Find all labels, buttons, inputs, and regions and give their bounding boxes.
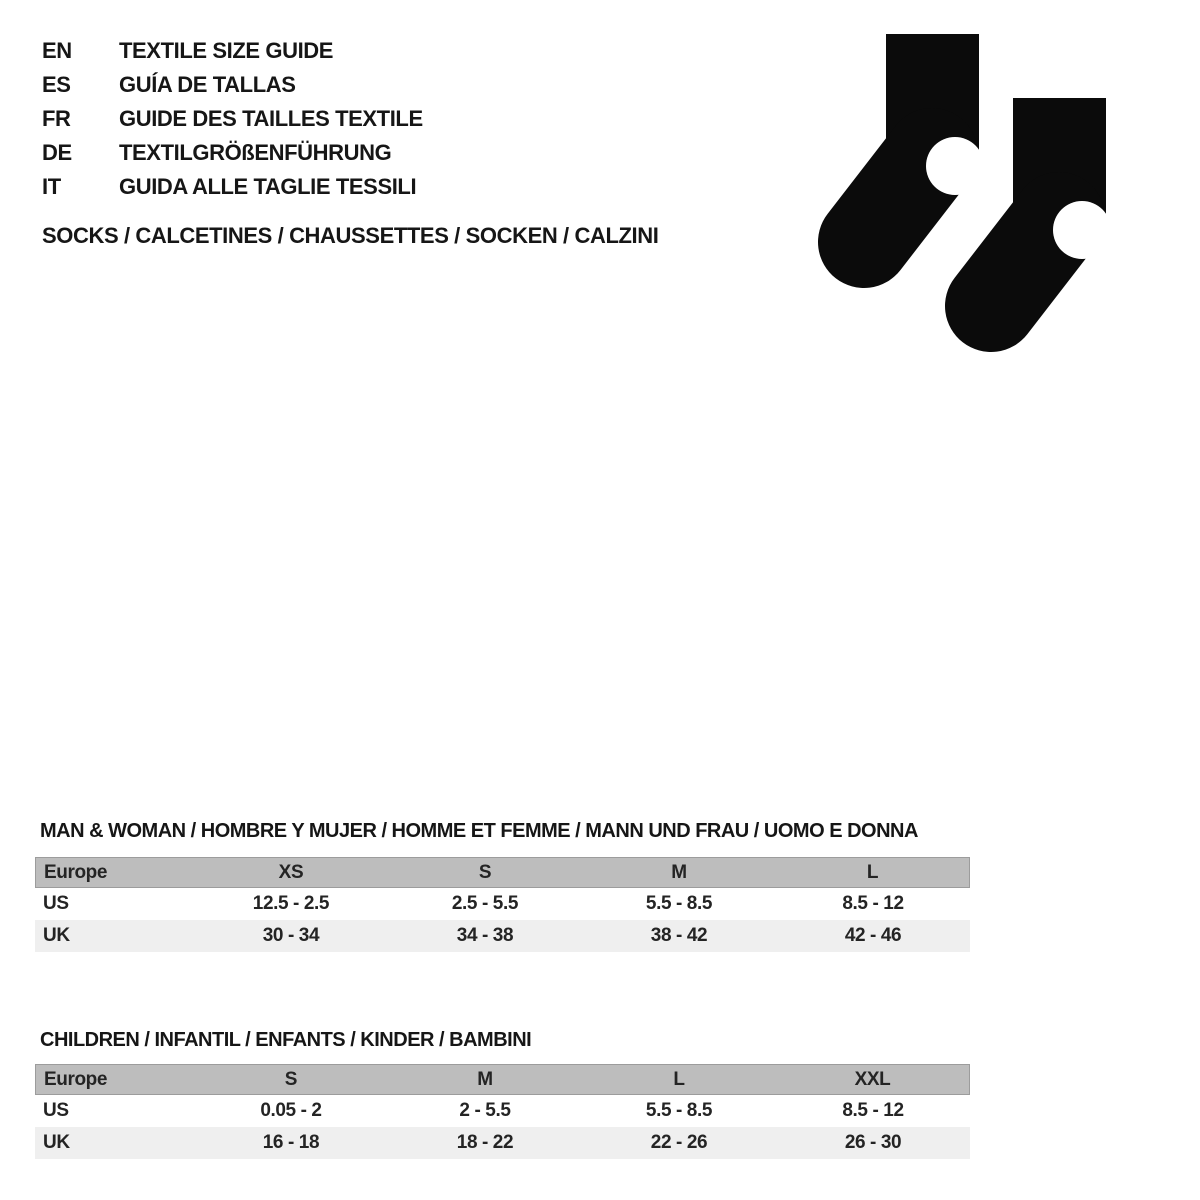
sock-right [991,98,1111,306]
size-value: 8.5 - 12 [776,888,970,920]
size-column-header: M [388,1064,582,1095]
table-row [35,1095,970,1127]
size-value: 38 - 42 [582,920,776,952]
guide-title-de: TEXTILGRÖßENFÜHRUNG [119,140,392,165]
table-row [35,1127,970,1159]
socks-icon [818,34,1114,354]
region-label: US [35,888,194,920]
language-row-fr [42,102,423,136]
region-label: US [35,1095,194,1127]
table-header-row [35,1064,970,1095]
size-value: 30 - 34 [194,920,388,952]
category-title: SOCKS / CALCETINES / CHAUSSETTES / SOCKEN / CALZINI [42,223,659,248]
size-value: 26 - 30 [776,1127,970,1159]
size-value: 5.5 - 8.5 [582,888,776,920]
region-column-header: Europe [35,857,194,888]
size-value: 2.5 - 5.5 [388,888,582,920]
language-row-de [42,136,423,170]
language-code: FR [42,106,71,131]
region-column-header: Europe [35,1064,194,1095]
language-row-en [42,34,423,68]
language-code: ES [42,72,71,97]
size-value: 2 - 5.5 [388,1095,582,1127]
size-value: 12.5 - 2.5 [194,888,388,920]
section-title-children: CHILDREN / INFANTIL / ENFANTS / KINDER / BAMBINI [40,1029,532,1051]
language-row-es [42,68,423,102]
language-code: DE [42,140,72,165]
size-value: 8.5 - 12 [776,1095,970,1127]
language-code: IT [42,174,61,199]
region-label: UK [35,1127,194,1159]
size-column-header: XXL [776,1064,970,1095]
language-code: EN [42,38,72,63]
table-row [35,888,970,920]
section-title-man-woman: MAN & WOMAN / HOMBRE Y MUJER / HOMME ET FEMME / MANN UND FRAU / UOMO E DONNA [40,820,918,842]
size-value: 18 - 22 [388,1127,582,1159]
table-row [35,920,970,952]
size-column-header: L [776,857,970,888]
region-label: UK [35,920,194,952]
size-table-children [35,1064,970,1159]
size-value: 0.05 - 2 [194,1095,388,1127]
guide-title-es: GUÍA DE TALLAS [119,72,296,97]
size-column-header: S [194,1064,388,1095]
size-table-man-woman [35,857,970,952]
table-header-row [35,857,970,888]
size-value: 42 - 46 [776,920,970,952]
guide-title-it: GUIDA ALLE TAGLIE TESSILI [119,174,417,199]
guide-title-fr: GUIDE DES TAILLES TEXTILE [119,106,423,131]
size-value: 5.5 - 8.5 [582,1095,776,1127]
size-value: 16 - 18 [194,1127,388,1159]
size-value: 34 - 38 [388,920,582,952]
sock-left [864,34,984,242]
size-column-header: S [388,857,582,888]
size-value: 22 - 26 [582,1127,776,1159]
language-row-it [42,170,423,204]
size-column-header: M [582,857,776,888]
guide-title-en: TEXTILE SIZE GUIDE [119,38,334,63]
language-title-list [42,34,423,204]
size-column-header: L [582,1064,776,1095]
size-column-header: XS [194,857,388,888]
